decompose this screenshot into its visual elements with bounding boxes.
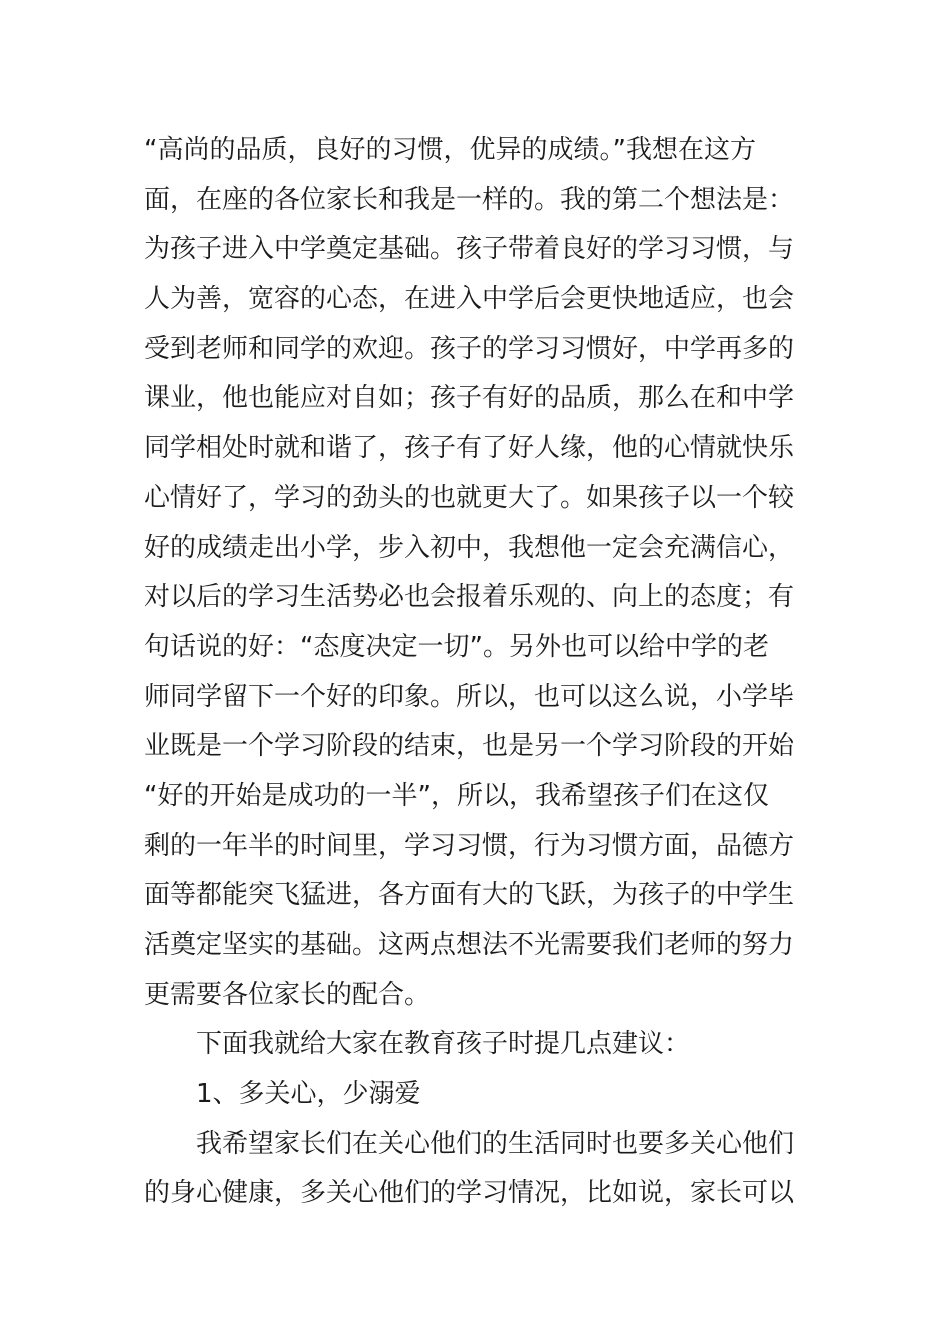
- text-line: 的身心健康，多关心他们的学习情况，比如说，家长可以: [144, 1178, 795, 1209]
- text-line: 课业，他也能应对自如；孩子有好的品质，那么在和中学: [144, 383, 795, 414]
- text-line: 面等都能突飞猛进，各方面有大的飞跃，为孩子的中学生: [144, 880, 795, 911]
- text-line: 剩的一年半的时间里，学习习惯，行为习惯方面，品德方: [144, 830, 795, 861]
- text-line: “高尚的品质，良好的习惯，优异的成绩。”我想在这方: [144, 135, 756, 165]
- text-line: 心情好了，学习的劲头的也就更大了。如果孩子以一个较: [144, 482, 795, 513]
- text-line: 受到老师和同学的欢迎。孩子的学习习惯好，中学再多的: [144, 333, 795, 364]
- text-line: “好的开始是成功的一半”，所以，我希望孩子们在这仅: [144, 780, 769, 811]
- text-line: 师同学留下一个好的印象。所以，也可以这么说，小学毕: [144, 681, 795, 712]
- text-line: 业既是一个学习阶段的结束，也是另一个学习阶段的开始: [144, 731, 795, 762]
- text-line: 为孩子进入中学奠定基础。孩子带着良好的学习习惯，与: [144, 234, 795, 265]
- text-line: 对以后的学习生活势必也会报着乐观的、向上的态度；有: [144, 582, 795, 613]
- section-heading: 1、多关心，少溺爱: [196, 1079, 421, 1110]
- text-line: 下面我就给大家在教育孩子时提几点建议：: [196, 1029, 691, 1060]
- text-line: 活奠定坚实的基础。这两点想法不光需要我们老师的努力: [144, 930, 795, 960]
- text-line: 面，在座的各位家长和我是一样的。我的第二个想法是：: [144, 184, 795, 215]
- text-line: 好的成绩走出小学，步入初中，我想他一定会充满信心，: [144, 532, 795, 563]
- text-line: 同学相处时就和谐了，孩子有了好人缘，他的心情就快乐: [144, 433, 795, 464]
- text-line: 更需要各位家长的配合。: [144, 979, 431, 1010]
- text-line: 我希望家长们在关心他们的生活同时也要多关心他们: [196, 1128, 795, 1159]
- text-line: 人为善，宽容的心态，在进入中学后会更快地适应，也会: [144, 284, 795, 315]
- text-line: 句话说的好：“态度决定一切”。另外也可以给中学的老: [144, 631, 769, 662]
- body-text: [144, 126, 824, 1219]
